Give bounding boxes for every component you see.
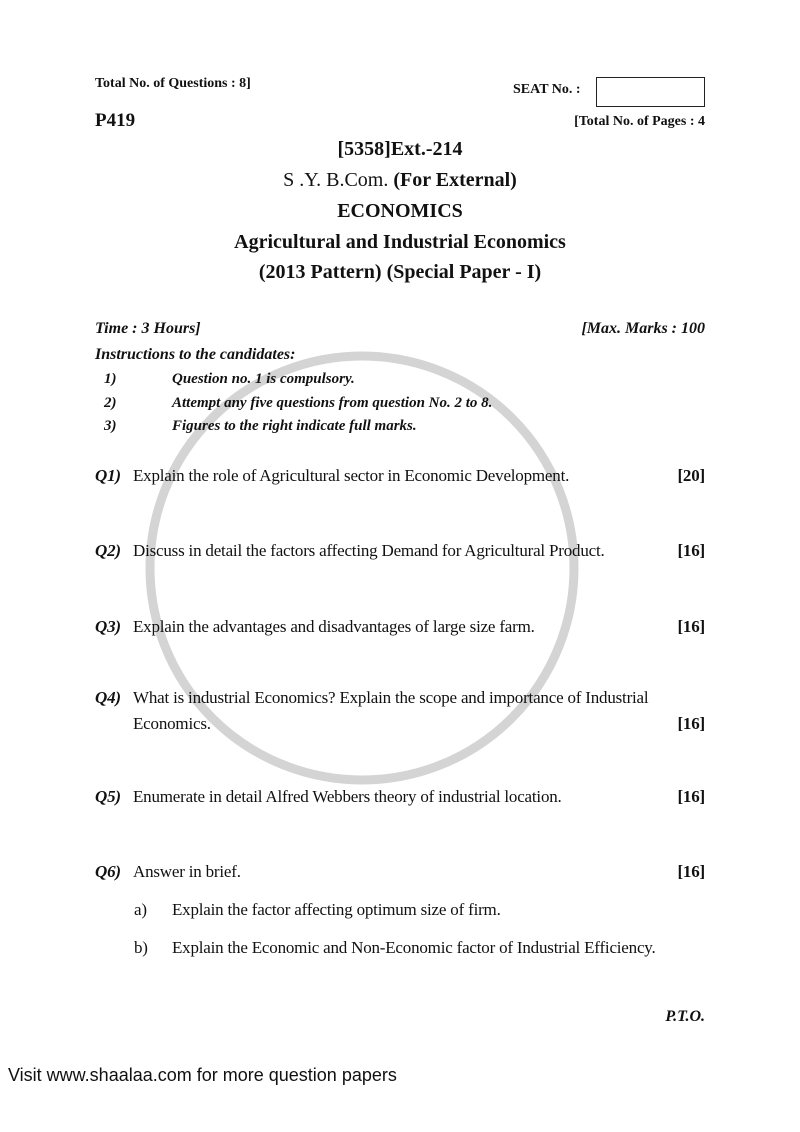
subquestion-number: b) <box>134 938 148 957</box>
question-4 <box>95 688 705 708</box>
subquestion-text: Explain the factor affecting optimum size of firm. <box>172 900 501 919</box>
question-5 <box>95 787 705 807</box>
question-number: Q1) <box>95 466 121 485</box>
question-4-continued <box>95 714 705 734</box>
course-prefix: S .Y. B.Com. <box>283 169 389 191</box>
pattern-title: (2013 Pattern) (Special Paper - I) <box>258 261 542 283</box>
question-1 <box>95 466 705 486</box>
time-label: Time : 3 Hours] <box>95 320 201 337</box>
footer-link[interactable]: Visit www.shaalaa.com for more question papers <box>8 1065 397 1085</box>
subject-title: ECONOMICS <box>337 200 463 222</box>
question-text: What is industrial Economics? Explain the scope and importance of Industrial <box>133 688 649 707</box>
question-text: Explain the role of Agricultural sector in Economic Development. <box>133 466 570 485</box>
question-text: Enumerate in detail Alfred Webbers theory of industrial location. <box>133 787 562 806</box>
question-text: Discuss in detail the factors affecting Demand for Agricultural Product. <box>133 541 605 560</box>
seat-label: SEAT No. : <box>513 82 581 97</box>
question-number: Q6) <box>95 862 121 881</box>
question-number: Q3) <box>95 617 121 636</box>
pto-label: P.T.O. <box>665 1008 705 1025</box>
question-marks: [16] <box>677 862 705 881</box>
question-text: Explain the advantages and disadvantages of large size farm. <box>133 617 535 636</box>
question-marks: [20] <box>677 466 705 485</box>
max-marks: [Max. Marks : 100 <box>581 320 705 337</box>
total-questions: Total No. of Questions : 8] <box>95 76 251 91</box>
question-number: Q4) <box>95 688 121 707</box>
instruction-num: 3) <box>104 418 117 434</box>
subquestion-b <box>134 938 705 958</box>
question-text: Answer in brief. <box>133 862 241 881</box>
subquestion-text: Explain the Economic and Non-Economic factor of Industrial Efficiency. <box>172 938 656 957</box>
question-number: Q5) <box>95 787 121 806</box>
instruction-text: Question no. 1 is compulsory. <box>172 371 355 387</box>
instruction-num: 2) <box>104 395 117 411</box>
paper-code: P419 <box>95 110 136 131</box>
instruction-num: 1) <box>104 371 117 387</box>
total-pages: [Total No. of Pages : 4 <box>574 114 705 129</box>
question-2 <box>95 541 705 561</box>
question-3 <box>95 617 705 637</box>
instruction-text: Figures to the right indicate full marks. <box>172 418 417 434</box>
paper-title: Agricultural and Industrial Economics <box>234 231 566 253</box>
subquestion-a <box>134 900 705 920</box>
question-marks: [16] <box>677 714 705 733</box>
question-marks: [16] <box>677 617 705 636</box>
course-title <box>0 169 800 192</box>
seat-number-box[interactable] <box>596 77 705 107</box>
question-marks: [16] <box>677 787 705 806</box>
subquestion-number: a) <box>134 900 147 919</box>
question-text-continued: Economics. <box>133 714 211 733</box>
instructions-heading: Instructions to the candidates: <box>95 346 296 363</box>
question-6 <box>95 862 705 882</box>
instruction-text: Attempt any five questions from question No. 2 to 8. <box>172 395 493 411</box>
question-number: Q2) <box>95 541 121 560</box>
course-suffix: (For External) <box>393 169 517 191</box>
exam-code: [5358]Ext.-214 <box>337 138 463 160</box>
question-marks: [16] <box>677 541 705 560</box>
